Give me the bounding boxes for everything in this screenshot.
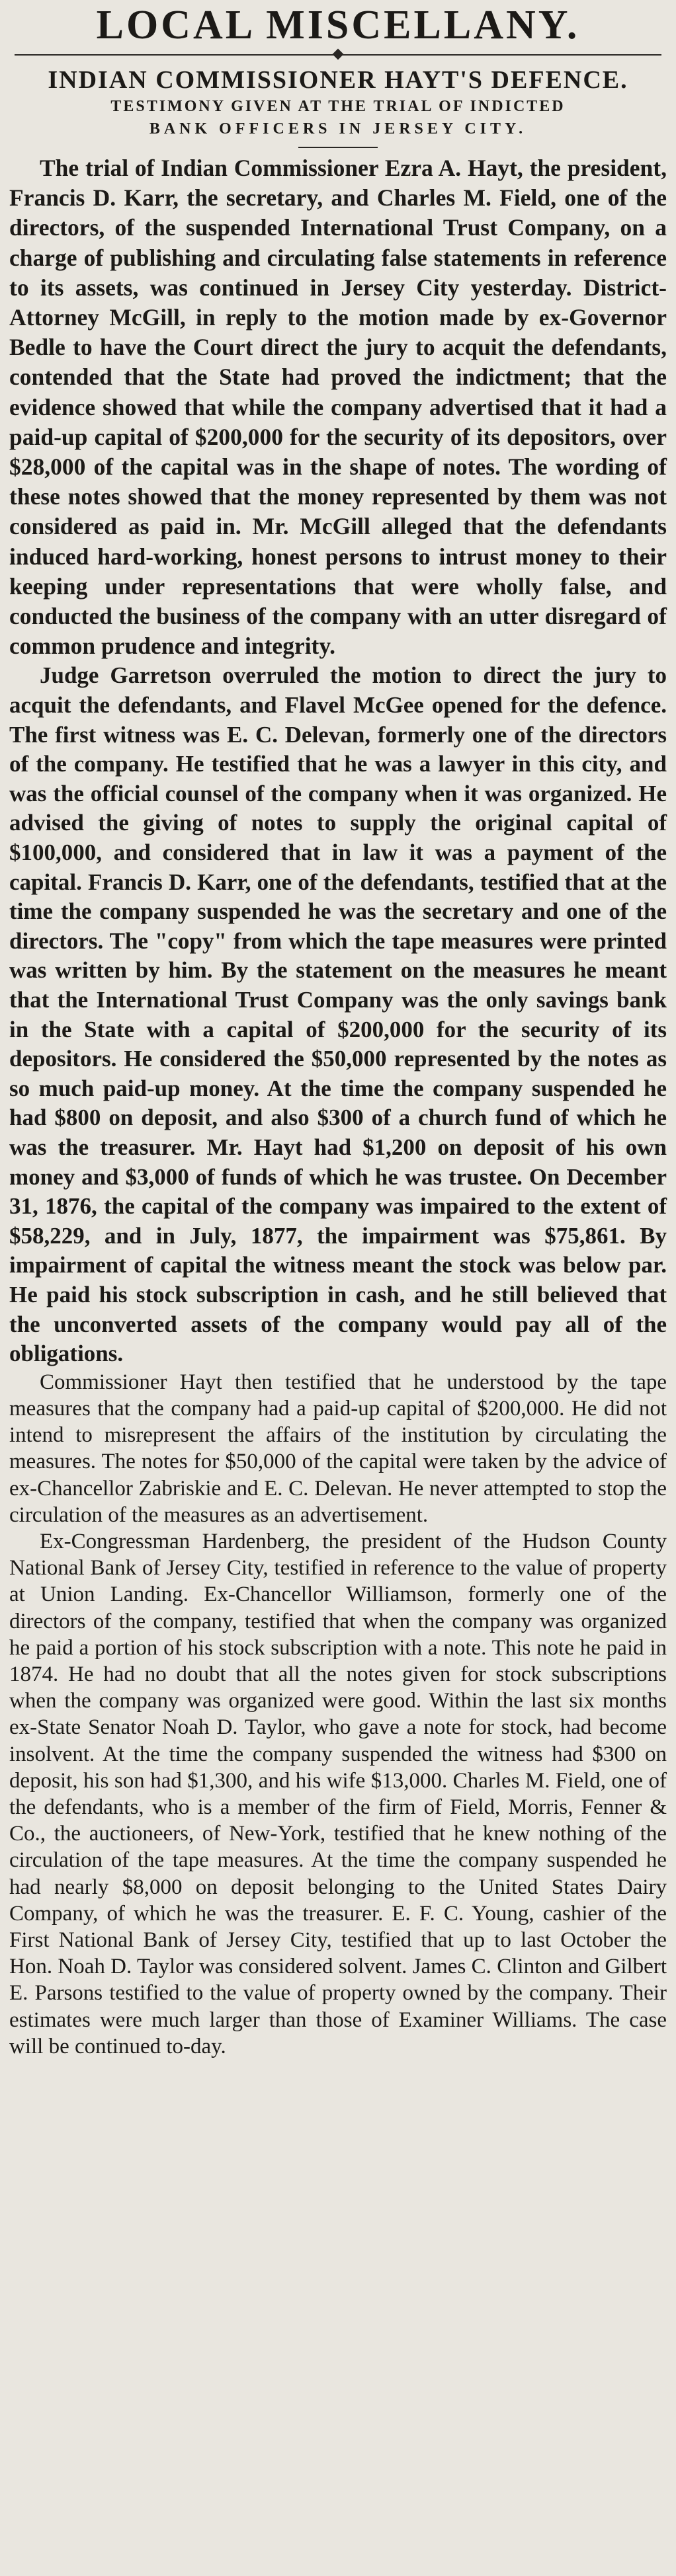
rule-ornament: [333, 49, 344, 60]
article-paragraph-3: Commissioner Hayt then testified that he understood by the tape measures that the company had a paid-up capital of $200,000. He did not intend to misrepresent the affairs of the institution by circulating the measures. The notes for $50,000 of the capital were taken by the advice of ex-Chancellor Zabriskie and E. C. Delevan. He never attempted to stop the circulation of the measures as an advertisement.: [9, 1370, 667, 1527]
article-paragraph-1: The trial of Indian Commissioner Ezra A. Hayt, the president, Francis D. Karr, the secretary, and Charles M. Field, one of the directors, of the suspended International Trust Company, on a charge of publishing and circulating false statements in reference to its assets, was continued in Jersey City yesterday. District-Attorney McGill, in reply to the motion made by ex-Governor Bedle to have the Court direct the jury to acquit the defendants, contended that the State had proved the indictment; that the evidence showed that while the company advertised that it had a paid-up capital of $200,000 for the security of its depositors, over $28,000 of the capital was in the shape of notes. The wording of these notes showed that the money represented by them was not considered as paid in. Mr. McGill alleged that the defendants induced hard-working, honest persons to intrust money to their keeping under representations that were wholly false, and conducted the business of the company with an utter disregard of common prudence and integrity.: [9, 155, 667, 660]
article-headline: INDIAN COMMISSIONER HAYT'S DEFENCE.: [48, 66, 628, 94]
article-subheadline-1: TESTIMONY GIVEN AT THE TRIAL OF INDICTED: [110, 98, 566, 115]
article-paragraph-4: Ex-Congressman Hardenberg, the president of the Hudson County National Bank of Jersey City, testified in reference to the value of property at Union Landing. Ex-Chancellor Williamson, formerly one of the directors of the company, testified that when the company was organized he paid a portion of his stock subscription with a note. This note he paid in 1874. He had no doubt that all the notes given for stock subscriptions when the company was organized were good. Within the last six months ex-State Senator Noah D. Taylor, who gave a note for stock, had become insolvent. At the time the company suspended the witness had $300 on deposit, his son had $1,300, and his wife $13,000. Charles M. Field, one of the defendants, who is a member of the firm of Field, Morris, Fenner & Co., the auctioneers, of New-York, testified that he knew nothing of the circulation of the tape measures. At the time the company suspended he had nearly $8,000 on deposit belonging to the United States Dairy Company, of which he was the treasurer. E. F. C. Young, cashier of the First National Bank of Jersey City, testified that up to last October the Hon. Noah D. Taylor was considered solvent. James C. Clinton and Gilbert E. Parsons testified to the value of property owned by the company. Their estimates were much larger than those of Examiner Williams. The case will be continued to-day.: [9, 1529, 667, 2058]
article-paragraph-2: Judge Garretson overruled the motion to direct the jury to acquit the defendants, and Flavel McGee opened for the defence. The first witness was E. C. Delevan, formerly one of the directors of the company. He testified that he was a lawyer in this city, and was the official counsel of the company when it was organized. He advised the giving of notes to supply the original capital of $100,000, and considered that in law it was a payment of the capital. Francis D. Karr, one of the defendants, testified that at the time the company suspended he was the secretary and one of the directors. The "copy" from which the tape measures were printed was written by him. By the statement on the measures he meant that the International Trust Company was the only savings bank in the State with a capital of $200,000 for the security of its depositors. He considered the $50,000 represented by the notes as so much paid-up money. At the time the company suspended he had $800 on deposit, and also $300 of a church fund of which he was the treasurer. Mr. Hayt had $1,200 on deposit of his own money and $3,000 of funds of which he was trustee. On December 31, 1876, the capital of the company was impaired to the extent of $58,229, and in July, 1877, the impairment was $75,861. By impairment of capital the witness meant the stock was below par. He paid his stock subscription in cash, and he still believed that the unconverted assets of the company would pay all of the obligations.: [9, 662, 667, 1367]
section-title: LOCAL MISCELLANY.: [96, 3, 580, 48]
article-body: [9, 153, 667, 2060]
subhead-rule: [298, 147, 378, 148]
header-rule: [15, 49, 661, 61]
article-subheadline-2: BANK OFFICERS IN JERSEY CITY.: [149, 120, 527, 137]
